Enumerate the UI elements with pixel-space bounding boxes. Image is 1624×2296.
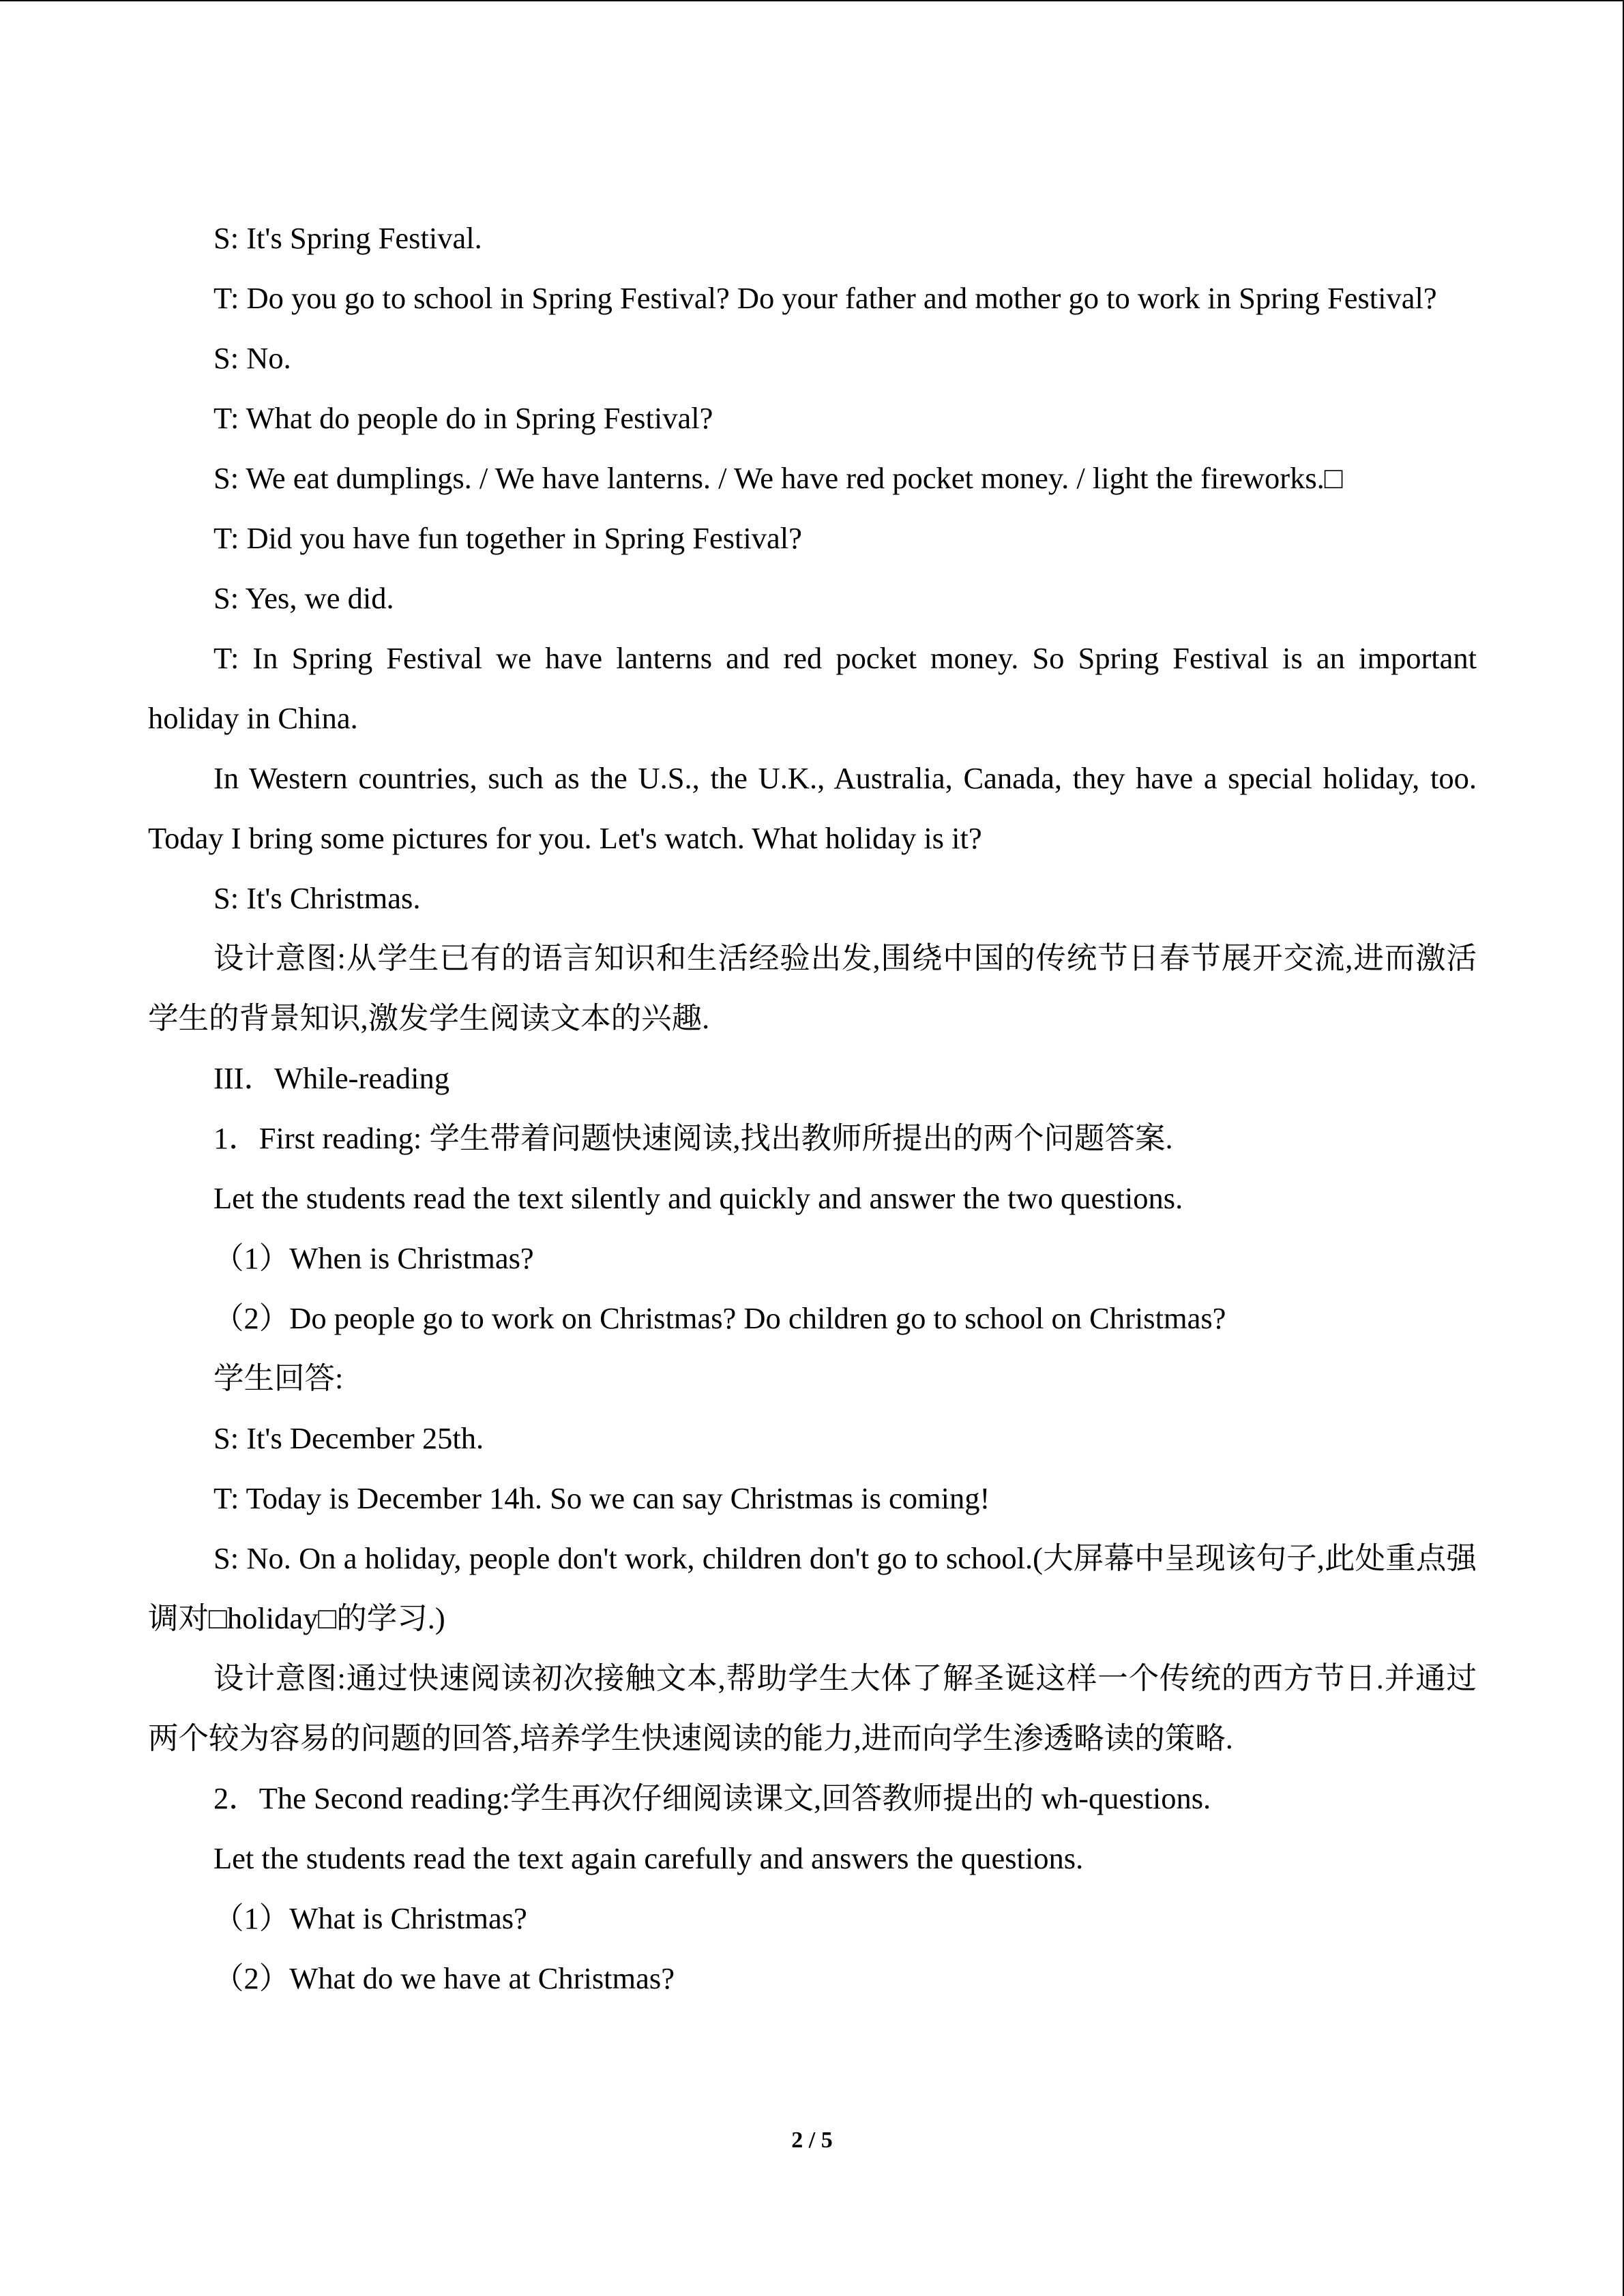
paragraph: Let the students read the text silently and quickly and answer the two questions. xyxy=(213,1181,1183,1215)
paragraph: T: Did you have fun together in Spring Festival? xyxy=(213,521,802,555)
paragraph: T: In Spring Festival we have lanterns and red pocket money. So Spring Festival is an important holiday in China. xyxy=(148,641,1477,735)
document-body xyxy=(148,208,1477,2008)
paragraph: S: Yes, we did. xyxy=(213,581,394,615)
paragraph: T: Today is December 14h. So we can say Christmas is coming! xyxy=(213,1481,990,1515)
paragraph: 学生回答: xyxy=(213,1361,344,1395)
design-intent-note: 设计意图:从学生已有的语言知识和生活经验出发,围绕中国的传统节日春节展开交流,进而激活学生的背景知识,激发学生阅读文本的兴趣. xyxy=(148,941,1477,1035)
paragraph: 2．The Second reading:学生再次仔细阅读课文,回答教师提出的 wh-questions. xyxy=(213,1781,1211,1815)
paragraph: S: It's Christmas. xyxy=(213,881,421,915)
paragraph: In Western countries, such as the U.S., the U.K., Australia, Canada, they have a special holiday, too. Today I bring some pictures for you. Let's watch. What holiday is it? xyxy=(148,761,1477,855)
paragraph: S: We eat dumplings. / We have lanterns. / We have red pocket money. / light the fireworks.□ xyxy=(213,461,1343,495)
paragraph: S: No. xyxy=(213,341,291,375)
paragraph: T: What do people do in Spring Festival? xyxy=(213,401,713,435)
paragraph: S: It's Spring Festival. xyxy=(213,221,482,255)
question-item: （2）What do we have at Christmas? xyxy=(213,1961,675,1995)
design-intent-note: 设计意图:通过快速阅读初次接触文本,帮助学生大体了解圣诞这样一个传统的西方节日.并通过两个较为容易的问题的回答,培养学生快速阅读的能力,进而向学生渗透略读的策略. xyxy=(148,1661,1477,1755)
question-item: （1）When is Christmas? xyxy=(213,1241,534,1275)
paragraph: Let the students read the text again carefully and answers the questions. xyxy=(213,1841,1084,1875)
paragraph: S: It's December 25th. xyxy=(213,1421,484,1455)
paragraph: 1．First reading: 学生带着问题快速阅读,找出教师所提出的两个问题答案. xyxy=(213,1121,1173,1155)
page-edge-top xyxy=(0,0,1624,1)
section-heading: III．While-reading xyxy=(213,1061,449,1095)
paragraph: S: No. On a holiday, people don't work, children don't go to school.(大屏幕中呈现该句子,此处重点强调对□holiday□的学习.) xyxy=(148,1541,1477,1635)
paragraph: T: Do you go to school in Spring Festival? Do your father and mother go to work in Spring Festival? xyxy=(213,281,1437,315)
page-number: 2 / 5 xyxy=(791,2128,833,2153)
question-item: （1）What is Christmas? xyxy=(213,1901,527,1935)
question-item: （2）Do people go to work on Christmas? Do children go to school on Christmas? xyxy=(213,1301,1226,1335)
